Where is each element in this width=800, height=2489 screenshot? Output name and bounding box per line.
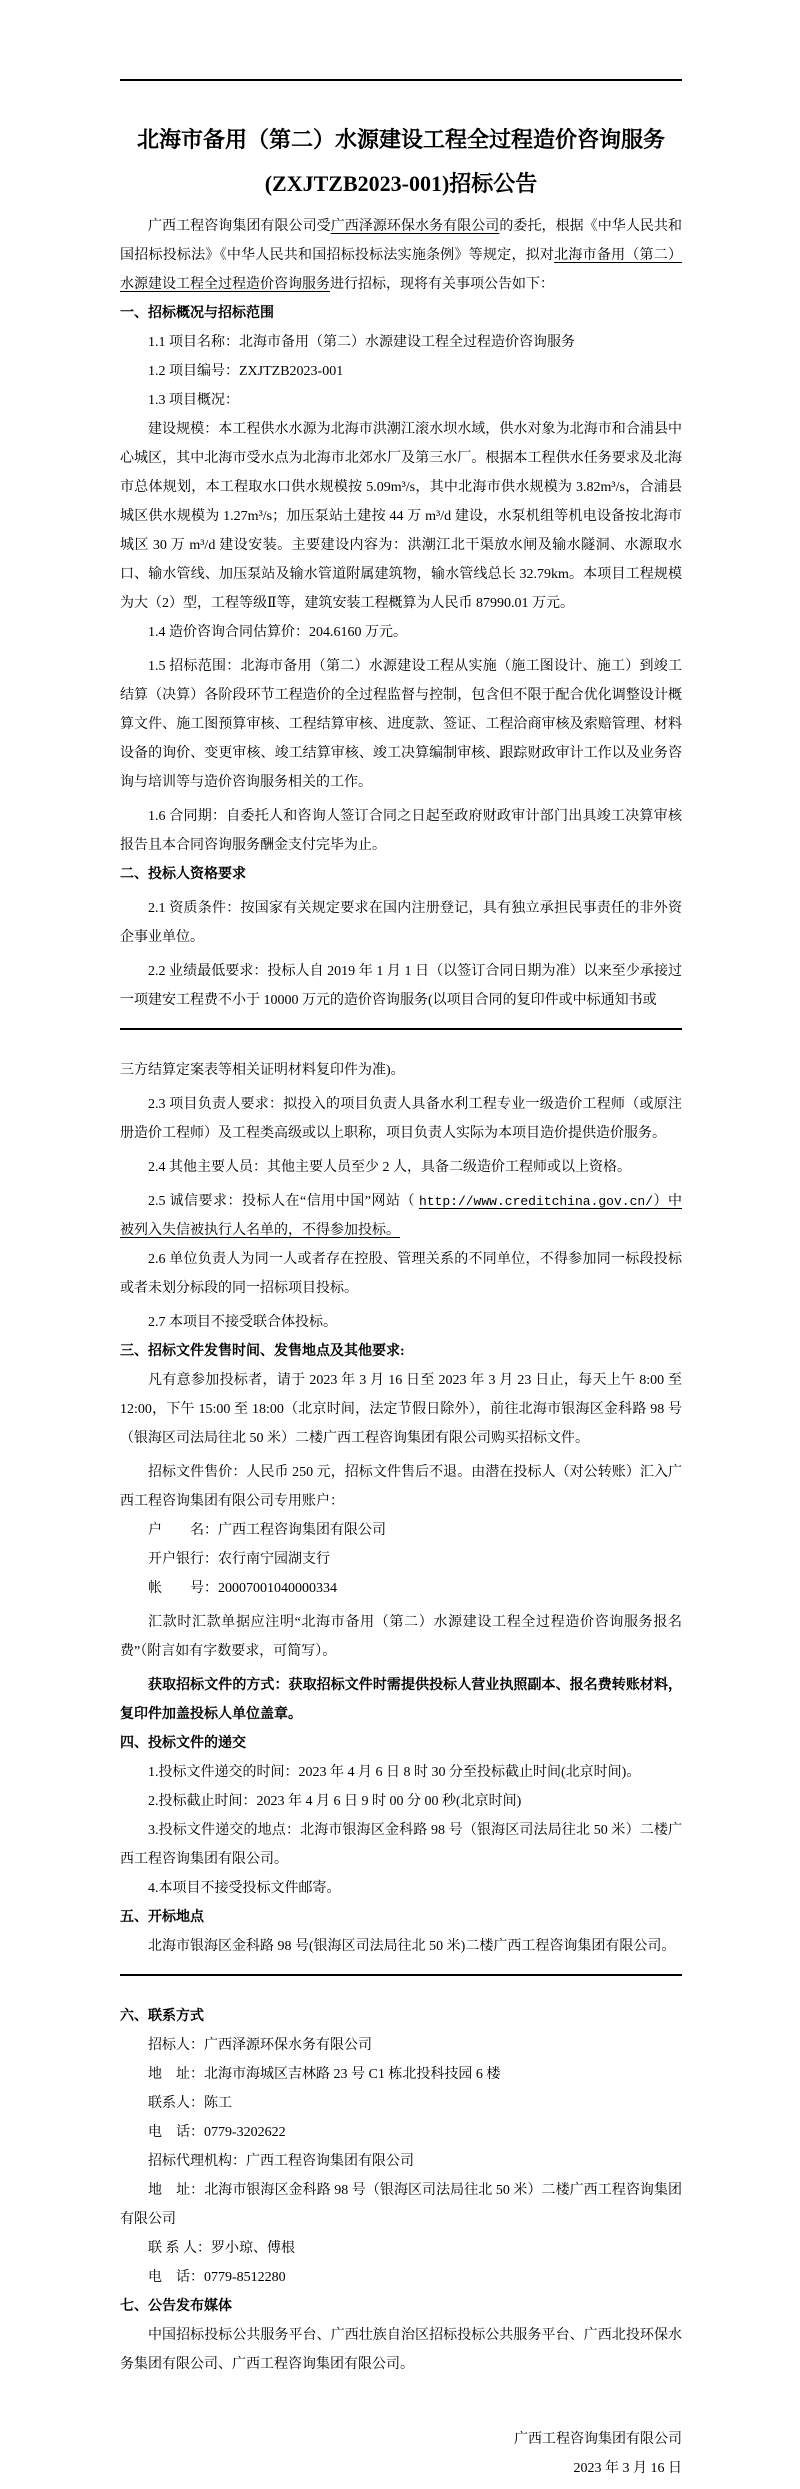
announcement-media-paragraph: 中国招标投标公共服务平台、广西壮族自治区招标投标公共服务平台、广西北投环保水务集团有限公司、广西工程咨询集团有限公司。 — [120, 2328, 682, 2372]
document-price-paragraph: 招标文件售价：人民币 250 元，招标文件售后不退。由潜在投标人（对公转账）汇入广西工程咨询集团有限公司专用账户： — [120, 1465, 682, 1509]
contact-agency-line: 招标代理机构：广西工程咨询集团有限公司 — [148, 2154, 414, 2169]
section-5-heading: 五、开标地点 — [120, 1910, 204, 1925]
title-line-1: 北海市备用（第二）水源建设工程全过程造价咨询服务 — [136, 127, 665, 152]
item-2-1: 2.1 资质条件：按国家有关规定要求在国内注册登记，具有独立承担民事责任的非外资企事业单位。 — [120, 901, 682, 945]
item-2-5: 2.5 诚信要求：投标人在“信用中国”网站（ http://www.creditchina.gov.cn/）中被列入失信被执行人名单的，不得参加投标。 — [120, 1194, 683, 1238]
page2-header-rule — [120, 1028, 682, 1030]
contact-tenderer-person-line: 联系人：陈工 — [148, 2096, 232, 2111]
contact-agency-phone-line: 电 话：0779-8512280 — [148, 2270, 286, 2285]
remittance-note-paragraph: 汇款时汇款单据应注明“北海市备用（第二）水源建设工程全过程造价咨询服务报名费”（附言如有字数要求，可简写）。 — [120, 1615, 682, 1659]
page1-header-rule — [120, 79, 682, 81]
section-4-heading: 四、投标文件的递交 — [120, 1736, 246, 1751]
item-2-4: 2.4 其他主要人员：其他主要人员至少 2 人，具备二级造价工程师或以上资格。 — [148, 1160, 631, 1175]
section-7-heading: 七、公告发布媒体 — [120, 2299, 232, 2314]
contact-tenderer-line: 招标人：广西泽源环保水务有限公司 — [148, 2038, 372, 2053]
project-name-underlined: 北海市备用（第二）水源建设工程全过程造价咨询服务 — [120, 248, 683, 292]
section-2-heading: 二、投标人资格要求 — [120, 867, 246, 882]
contact-tenderer-address-line: 地 址：北海市海城区吉林路 23 号 C1 栋北投科技园 6 楼 — [148, 2067, 501, 2082]
contact-tenderer-phone-line: 电 话：0779-3202622 — [148, 2125, 286, 2140]
item-1-1: 1.1 项目名称：北海市备用（第二）水源建设工程全过程造价咨询服务 — [148, 335, 575, 350]
bank-line: 开户银行：农行南宁园湖支行 — [148, 1552, 330, 1567]
item-4-2: 2.投标截止时间：2023 年 4 月 6 日 9 时 00 分 00 秒(北京时间) — [148, 1794, 522, 1809]
page3-header-rule — [120, 1974, 682, 1976]
document-title — [120, 118, 682, 206]
item-4-1: 1.投标文件递交的时间：2023 年 4 月 6 日 8 时 30 分至投标截止时间(北京时间)。 — [148, 1765, 641, 1780]
signature-company: 广西工程咨询集团有限公司 — [514, 2432, 682, 2447]
item-4-3: 3.投标文件递交的地点：北海市银海区金科路 98 号（银海区司法局往北 50 米）二楼广西工程咨询集团有限公司。 — [120, 1823, 682, 1867]
item-2-7: 2.7 本项目不接受联合体投标。 — [148, 1315, 337, 1330]
construction-scale-paragraph: 建设规模：本工程供水水源为北海市洪潮江滚水坝水域，供水对象为北海市和合浦县中心城区，其中北海市受水点为北海市北郊水厂及第三水厂。根据本工程供水任务要求及北海市总体规划，本工程取水口供水规模按 5.09m³/s，其中北海市供水规模为 3.82m³/s，合浦县城区供水规模为 1.27m³/s；加压泵站土建按 44 万 m³/d 建设，水泵机组等机电设备按北海市城区 30 万 m³/d 建设安装。主要建设内容为：洪潮江北干渠放水闸及输水隧洞、水源取水口、输水管线、加压泵站及输水管道附属建筑物，输水管线总长 32.79km。本项目工程规模为大（2）型，工程等级Ⅱ等，建筑安装工程概算为人民币 87990.01 万元。 — [120, 422, 682, 611]
client-name-underlined: 广西泽源环保水务有限公司 — [330, 219, 500, 234]
section-3-heading: 三、招标文件发售时间、发售地点及其他要求: — [120, 1344, 405, 1359]
item-2-2-part-b: 三方结算定案表等相关证明材料复印件为准)。 — [120, 1063, 405, 1078]
item-1-3: 1.3 项目概况： — [148, 393, 239, 408]
item-1-6: 1.6 合同期：自委托人和咨询人签订合同之日起至政府财政审计部门出具竣工决算审核报告且本合同咨询服务酬金支付完毕为止。 — [120, 809, 682, 853]
account-name-line: 户 名：广西工程咨询集团有限公司 — [148, 1523, 386, 1538]
intro-paragraph: 广西工程咨询集团有限公司受广西泽源环保水务有限公司的委托，根据《中华人民共和国招标投标法》《中华人民共和国招标投标法实施条例》等规定，拟对北海市备用（第二）水源建设工程全过程造价咨询服务进行招标，现将有关事项公告如下： — [120, 219, 683, 292]
item-1-5: 1.5 招标范围：北海市备用（第二）水源建设工程从实施（施工图设计、施工）到竣工结算（决算）各阶段环节工程造价的全过程监督与控制，包含但不限于配合优化调整设计概算文件、施工图预算审核、工程结算审核、进度款、签证、工程洽商审核及索赔管理、材料设备的询价、变更审核、竣工结算审核、竣工决算编制审核、跟踪财政审计工作以及业务咨询与培训等与造价咨询服务相关的工作。 — [120, 659, 682, 790]
item-1-4: 1.4 造价咨询合同估算价：204.6160 万元。 — [148, 625, 407, 640]
bid-opening-location-paragraph: 北海市银海区金科路 98 号(银海区司法局往北 50 米)二楼广西工程咨询集团有限公司。 — [148, 1939, 676, 1954]
signature-block — [120, 2425, 682, 2483]
item-2-3: 2.3 项目负责人要求：拟投入的项目负责人具备水利工程专业一级造价工程师（或原注册造价工程师）及工程类高级或以上职称，项目负责人实际为本项目造价提供造价服务。 — [120, 1097, 682, 1141]
section-6-heading: 六、联系方式 — [120, 2009, 204, 2024]
item-1-2: 1.2 项目编号：ZXJTZB2023-001 — [148, 364, 344, 379]
item-2-2-part-a: 2.2 业绩最低要求：投标人自 2019 年 1 月 1 日（以签订合同日期为准）以来至少承接过一项建安工程费不小于 10000 万元的造价咨询服务(以项目合同的复印件或中标通知书或 — [120, 964, 682, 1008]
item-2-6: 2.6 单位负责人为同一人或者存在控股、管理关系的不同单位，不得参加同一标段投标或者未划分标段的同一招标项目投标。 — [120, 1252, 682, 1296]
contact-agency-address-line: 地 址：北海市银海区金科路 98 号（银海区司法局往北 50 米）二楼广西工程咨询集团有限公司 — [120, 2183, 682, 2227]
credit-china-url: http://www.creditchina.gov.cn/ — [418, 1194, 653, 1209]
item-4-4: 4.本项目不接受投标文件邮寄。 — [148, 1881, 341, 1896]
sale-time-paragraph: 凡有意参加投标者，请于 2023 年 3 月 16 日至 2023 年 3 月 23 日止，每天上午 8:00 至 12:00，下午 15:00 至 18:00（北京时间，法定节假日除外），前往北海市银海区金科路 98 号（银海区司法局往北 50 米）二楼广西工程咨询集团有限公司购买招标文件。 — [120, 1373, 682, 1446]
signature-date: 2023 年 3 月 16 日 — [573, 2461, 682, 2476]
contact-agency-person-line: 联 系 人：罗小琼、傅根 — [148, 2241, 295, 2256]
obtain-documents-paragraph: 获取招标文件的方式：获取招标文件时需提供投标人营业执照副本、报名费转账材料，复印件加盖投标人单位盖章。 — [120, 1678, 682, 1722]
title-line-2: (ZXJTZB2023-001)招标公告 — [264, 171, 538, 196]
account-number-line: 帐 号：20007001040000334 — [148, 1581, 337, 1596]
section-1-heading: 一、招标概况与招标范围 — [120, 306, 274, 321]
